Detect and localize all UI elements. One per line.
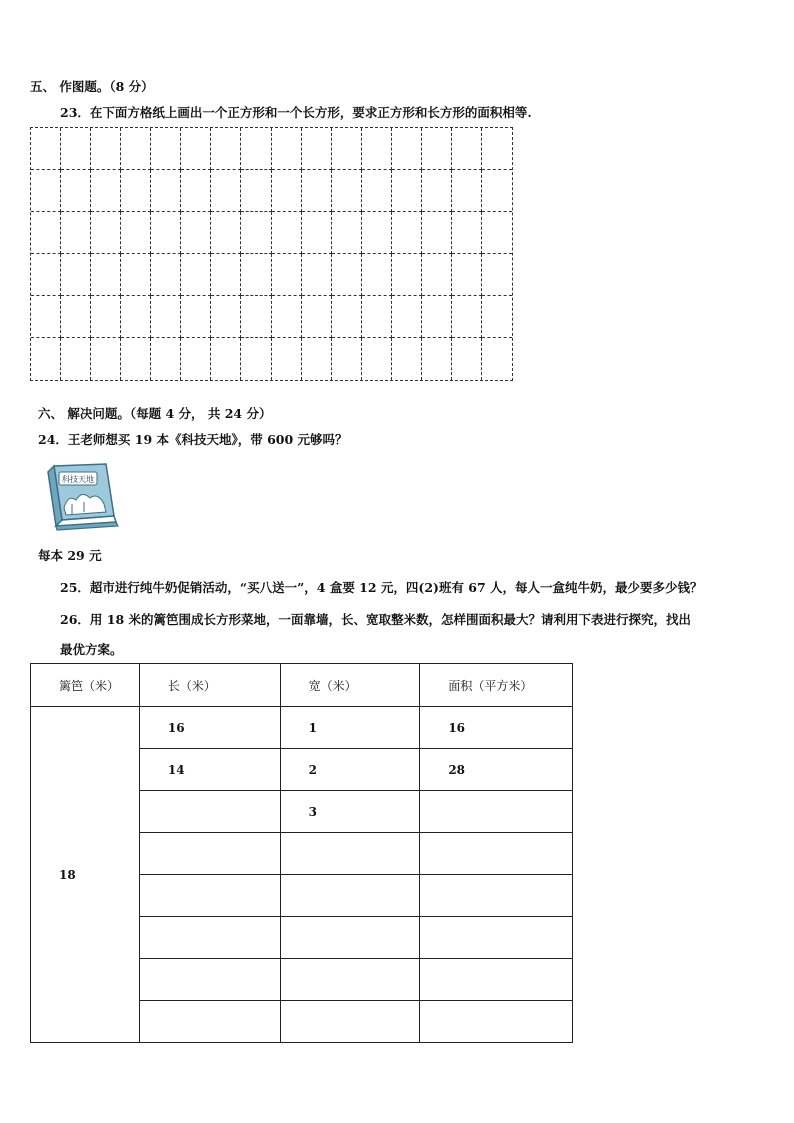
section6-heading: 六、 解决问题。（每题 4 分， 共 24 分）: [38, 406, 272, 421]
question-26-line2: 最优方案。: [60, 642, 123, 657]
header-length: 长（米）: [139, 664, 280, 707]
grid-cell[interactable]: [422, 338, 452, 380]
grid-cell[interactable]: [61, 296, 91, 338]
grid-cell[interactable]: [362, 254, 392, 296]
grid-cell[interactable]: [91, 296, 121, 338]
grid-cell[interactable]: [392, 254, 422, 296]
grid-cell[interactable]: [151, 128, 181, 170]
length-cell[interactable]: [139, 791, 280, 833]
header-width: 宽（米）: [280, 664, 420, 707]
grid-cell[interactable]: [181, 128, 211, 170]
grid-paper[interactable]: [30, 127, 513, 381]
question-26-line1: 26．用 18 米的篱笆围成长方形菜地，一面靠墙，长、宽取整米数，怎样围面积最大？请利用下表进行探究，找出: [60, 612, 691, 627]
book-icon: [44, 460, 120, 532]
width-cell[interactable]: [280, 959, 420, 1001]
grid-cell[interactable]: [151, 212, 181, 254]
width-cell[interactable]: [280, 917, 420, 959]
grid-cell[interactable]: [422, 296, 452, 338]
area-cell: 28: [420, 749, 573, 791]
grid-cell[interactable]: [61, 170, 91, 212]
grid-cell[interactable]: [241, 254, 271, 296]
grid-cell[interactable]: [272, 170, 302, 212]
grid-cell[interactable]: [211, 254, 241, 296]
grid-cell[interactable]: [392, 128, 422, 170]
grid-cell[interactable]: [211, 212, 241, 254]
grid-cell[interactable]: [151, 170, 181, 212]
question-23: 23．在下面方格纸上画出一个正方形和一个长方形，要求正方形和长方形的面积相等.: [60, 105, 532, 120]
grid-cell[interactable]: [482, 170, 512, 212]
grid-cell[interactable]: [61, 212, 91, 254]
area-cell: 16: [420, 707, 573, 749]
grid-cell[interactable]: [31, 296, 61, 338]
grid-cell[interactable]: [272, 254, 302, 296]
grid-cell[interactable]: [422, 254, 452, 296]
grid-cell[interactable]: [151, 338, 181, 380]
grid-cell[interactable]: [452, 212, 482, 254]
grid-cell[interactable]: [482, 254, 512, 296]
grid-cell[interactable]: [482, 296, 512, 338]
grid-cell[interactable]: [181, 170, 211, 212]
area-cell[interactable]: [420, 959, 573, 1001]
grid-cell[interactable]: [31, 338, 61, 380]
table-header-row: [31, 664, 573, 707]
grid-cell[interactable]: [121, 170, 151, 212]
grid-cell[interactable]: [61, 338, 91, 380]
question-25: 25．超市进行纯牛奶促销活动，“买八送一”，4 盒要 12 元，四(2)班有 67 人，每人一盒纯牛奶，最少要多少钱？: [60, 580, 703, 595]
grid-cell[interactable]: [452, 128, 482, 170]
grid-cell[interactable]: [422, 170, 452, 212]
grid-cell[interactable]: [241, 170, 271, 212]
grid-cell[interactable]: [211, 338, 241, 380]
width-cell[interactable]: [280, 1001, 420, 1043]
length-cell: 14: [139, 749, 280, 791]
grid-cell[interactable]: [302, 296, 332, 338]
grid-cell[interactable]: [121, 254, 151, 296]
grid-cell[interactable]: [272, 128, 302, 170]
width-cell: 3: [280, 791, 420, 833]
grid-cell[interactable]: [31, 170, 61, 212]
grid-cell[interactable]: [452, 170, 482, 212]
grid-cell[interactable]: [482, 338, 512, 380]
grid-cell[interactable]: [362, 128, 392, 170]
length-cell[interactable]: [139, 959, 280, 1001]
grid-cell[interactable]: [452, 338, 482, 380]
width-cell: 2: [280, 749, 420, 791]
width-cell[interactable]: [280, 875, 420, 917]
grid-cell[interactable]: [91, 254, 121, 296]
grid-cell[interactable]: [211, 296, 241, 338]
header-area: 面积（平方米）: [420, 664, 573, 707]
grid-cell[interactable]: [151, 296, 181, 338]
grid-cell[interactable]: [452, 254, 482, 296]
area-cell[interactable]: [420, 833, 573, 875]
grid-cell[interactable]: [181, 338, 211, 380]
width-cell[interactable]: [280, 833, 420, 875]
grid-cell[interactable]: [422, 212, 452, 254]
grid-cell[interactable]: [91, 338, 121, 380]
price-note: 每本 29 元: [38, 548, 102, 563]
table-row: [31, 707, 573, 749]
book-title: 科技天地: [62, 475, 94, 484]
grid-cell[interactable]: [332, 296, 362, 338]
length-cell[interactable]: [139, 875, 280, 917]
grid-cell[interactable]: [332, 338, 362, 380]
grid-cell[interactable]: [121, 338, 151, 380]
grid-cell[interactable]: [121, 296, 151, 338]
grid-cell[interactable]: [392, 170, 422, 212]
fence-table: [30, 663, 573, 1043]
length-cell[interactable]: [139, 1001, 280, 1043]
grid-cell[interactable]: [362, 296, 392, 338]
length-cell: 16: [139, 707, 280, 749]
grid-cell[interactable]: [332, 254, 362, 296]
grid-cell[interactable]: [302, 338, 332, 380]
grid-cell[interactable]: [302, 128, 332, 170]
grid-cell[interactable]: [181, 254, 211, 296]
grid-cell[interactable]: [61, 128, 91, 170]
grid-cell[interactable]: [151, 254, 181, 296]
grid-cell[interactable]: [211, 170, 241, 212]
grid-cell[interactable]: [61, 254, 91, 296]
grid-cell[interactable]: [302, 254, 332, 296]
grid-cell[interactable]: [332, 128, 362, 170]
grid-cell[interactable]: [31, 212, 61, 254]
grid-cell[interactable]: [272, 338, 302, 380]
grid-cell[interactable]: [31, 254, 61, 296]
grid-cell[interactable]: [241, 128, 271, 170]
grid-cell[interactable]: [272, 212, 302, 254]
area-cell[interactable]: [420, 917, 573, 959]
grid-cell[interactable]: [121, 212, 151, 254]
grid-cell[interactable]: [392, 212, 422, 254]
grid-cell[interactable]: [302, 170, 332, 212]
grid-cell[interactable]: [91, 212, 121, 254]
grid-cell[interactable]: [482, 212, 512, 254]
grid-cell[interactable]: [332, 212, 362, 254]
grid-cell[interactable]: [181, 296, 211, 338]
grid-cell[interactable]: [241, 338, 271, 380]
area-cell[interactable]: [420, 1001, 573, 1043]
grid-cell[interactable]: [452, 296, 482, 338]
grid-cell[interactable]: [272, 296, 302, 338]
width-cell: 1: [280, 707, 420, 749]
grid-cell[interactable]: [392, 296, 422, 338]
grid-cell[interactable]: [211, 128, 241, 170]
grid-cell[interactable]: [181, 212, 211, 254]
question-24: 24．王老师想买 19 本《科技天地》，带 600 元够吗？: [38, 432, 348, 447]
grid-cell[interactable]: [362, 212, 392, 254]
length-cell[interactable]: [139, 917, 280, 959]
grid-cell[interactable]: [362, 338, 392, 380]
grid-cell[interactable]: [392, 338, 422, 380]
grid-cell[interactable]: [362, 170, 392, 212]
grid-cell[interactable]: [31, 128, 61, 170]
length-cell[interactable]: [139, 833, 280, 875]
area-cell[interactable]: [420, 875, 573, 917]
area-cell[interactable]: [420, 791, 573, 833]
grid-cell[interactable]: [241, 212, 271, 254]
grid-cell[interactable]: [422, 128, 452, 170]
grid-cell[interactable]: [482, 128, 512, 170]
grid-cell[interactable]: [241, 296, 271, 338]
section5-heading: 五、 作图题。（8 分）: [30, 79, 154, 94]
grid-cell[interactable]: [302, 212, 332, 254]
header-fence: 篱笆（米）: [31, 664, 140, 707]
grid-cell[interactable]: [332, 170, 362, 212]
grid-cell[interactable]: [91, 128, 121, 170]
fence-length-cell: 18: [31, 707, 140, 1043]
grid-cell[interactable]: [91, 170, 121, 212]
grid-cell[interactable]: [121, 128, 151, 170]
